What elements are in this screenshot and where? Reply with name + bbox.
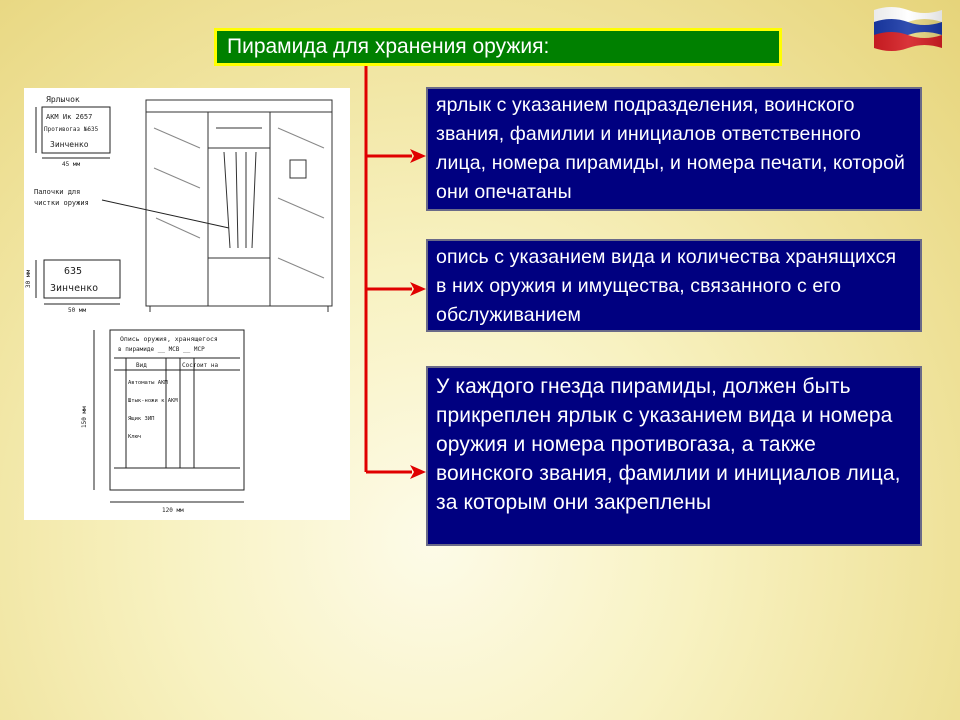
slot-tag-sketch	[25, 260, 120, 314]
inventory-sheet	[81, 330, 244, 514]
svg-text:Автоматы АКМ: Автоматы АКМ	[128, 380, 168, 386]
svg-text:30 мм: 30 мм	[25, 269, 32, 288]
svg-text:Противогаз №635: Противогаз №635	[44, 126, 99, 133]
brush-label	[34, 188, 229, 228]
slide-title: Пирамида для хранения оружия:	[214, 28, 782, 66]
svg-text:Зинченко: Зинченко	[50, 140, 89, 149]
svg-text:120 мм: 120 мм	[162, 507, 184, 514]
svg-text:Ярлычок: Ярлычок	[46, 95, 80, 104]
arrow-1	[410, 149, 426, 163]
info-card-slot-tag: У каждого гнезда пирамиды, должен быть прикреплен ярлык с указанием вида и номера оружия и номера противогаза, а также воинского звания, фамилии и инициалов лица, за которым они закреплены	[426, 366, 922, 546]
svg-text:635: 635	[64, 266, 83, 277]
svg-text:чистки оружия: чистки оружия	[34, 199, 89, 207]
arrow-2	[410, 282, 426, 296]
svg-text:Штык-ножи к АКМ: Штык-ножи к АКМ	[128, 398, 178, 404]
weapon-pyramid-drawing	[24, 88, 350, 520]
svg-text:150 мм: 150 мм	[81, 406, 88, 428]
arrow-3	[410, 465, 426, 479]
svg-text:Зинченко: Зинченко	[50, 283, 99, 294]
svg-text:в пирамиде __ МСВ __ МСР: в пирамиде __ МСВ __ МСР	[118, 346, 205, 353]
info-card-inventory: опись с указанием вида и количества хранящихся в них оружия и имущества, связанного с его обслуживанием	[426, 239, 922, 332]
info-card-label: ярлык с указанием подразделения, воинского звания, фамилии и инициалов ответственного лица, номера пирамиды, и номера печати, которой они опечатаны	[426, 87, 922, 211]
svg-text:50 мм: 50 мм	[68, 307, 87, 314]
svg-text:Палочки для: Палочки для	[34, 188, 81, 196]
svg-text:Ключ: Ключ	[128, 434, 142, 440]
svg-text:Состоит на: Состоит на	[182, 362, 219, 369]
cabinet-sketch	[146, 100, 332, 312]
svg-text:Вид: Вид	[136, 362, 147, 369]
svg-text:Опись оружия, хранящегося: Опись оружия, хранящегося	[120, 335, 218, 343]
svg-text:АКМ Ик 2657: АКМ Ик 2657	[46, 113, 93, 121]
svg-text:45 мм: 45 мм	[62, 161, 81, 168]
tag-sketch	[36, 95, 110, 168]
svg-text:Ящик ЗИП: Ящик ЗИП	[128, 416, 155, 422]
